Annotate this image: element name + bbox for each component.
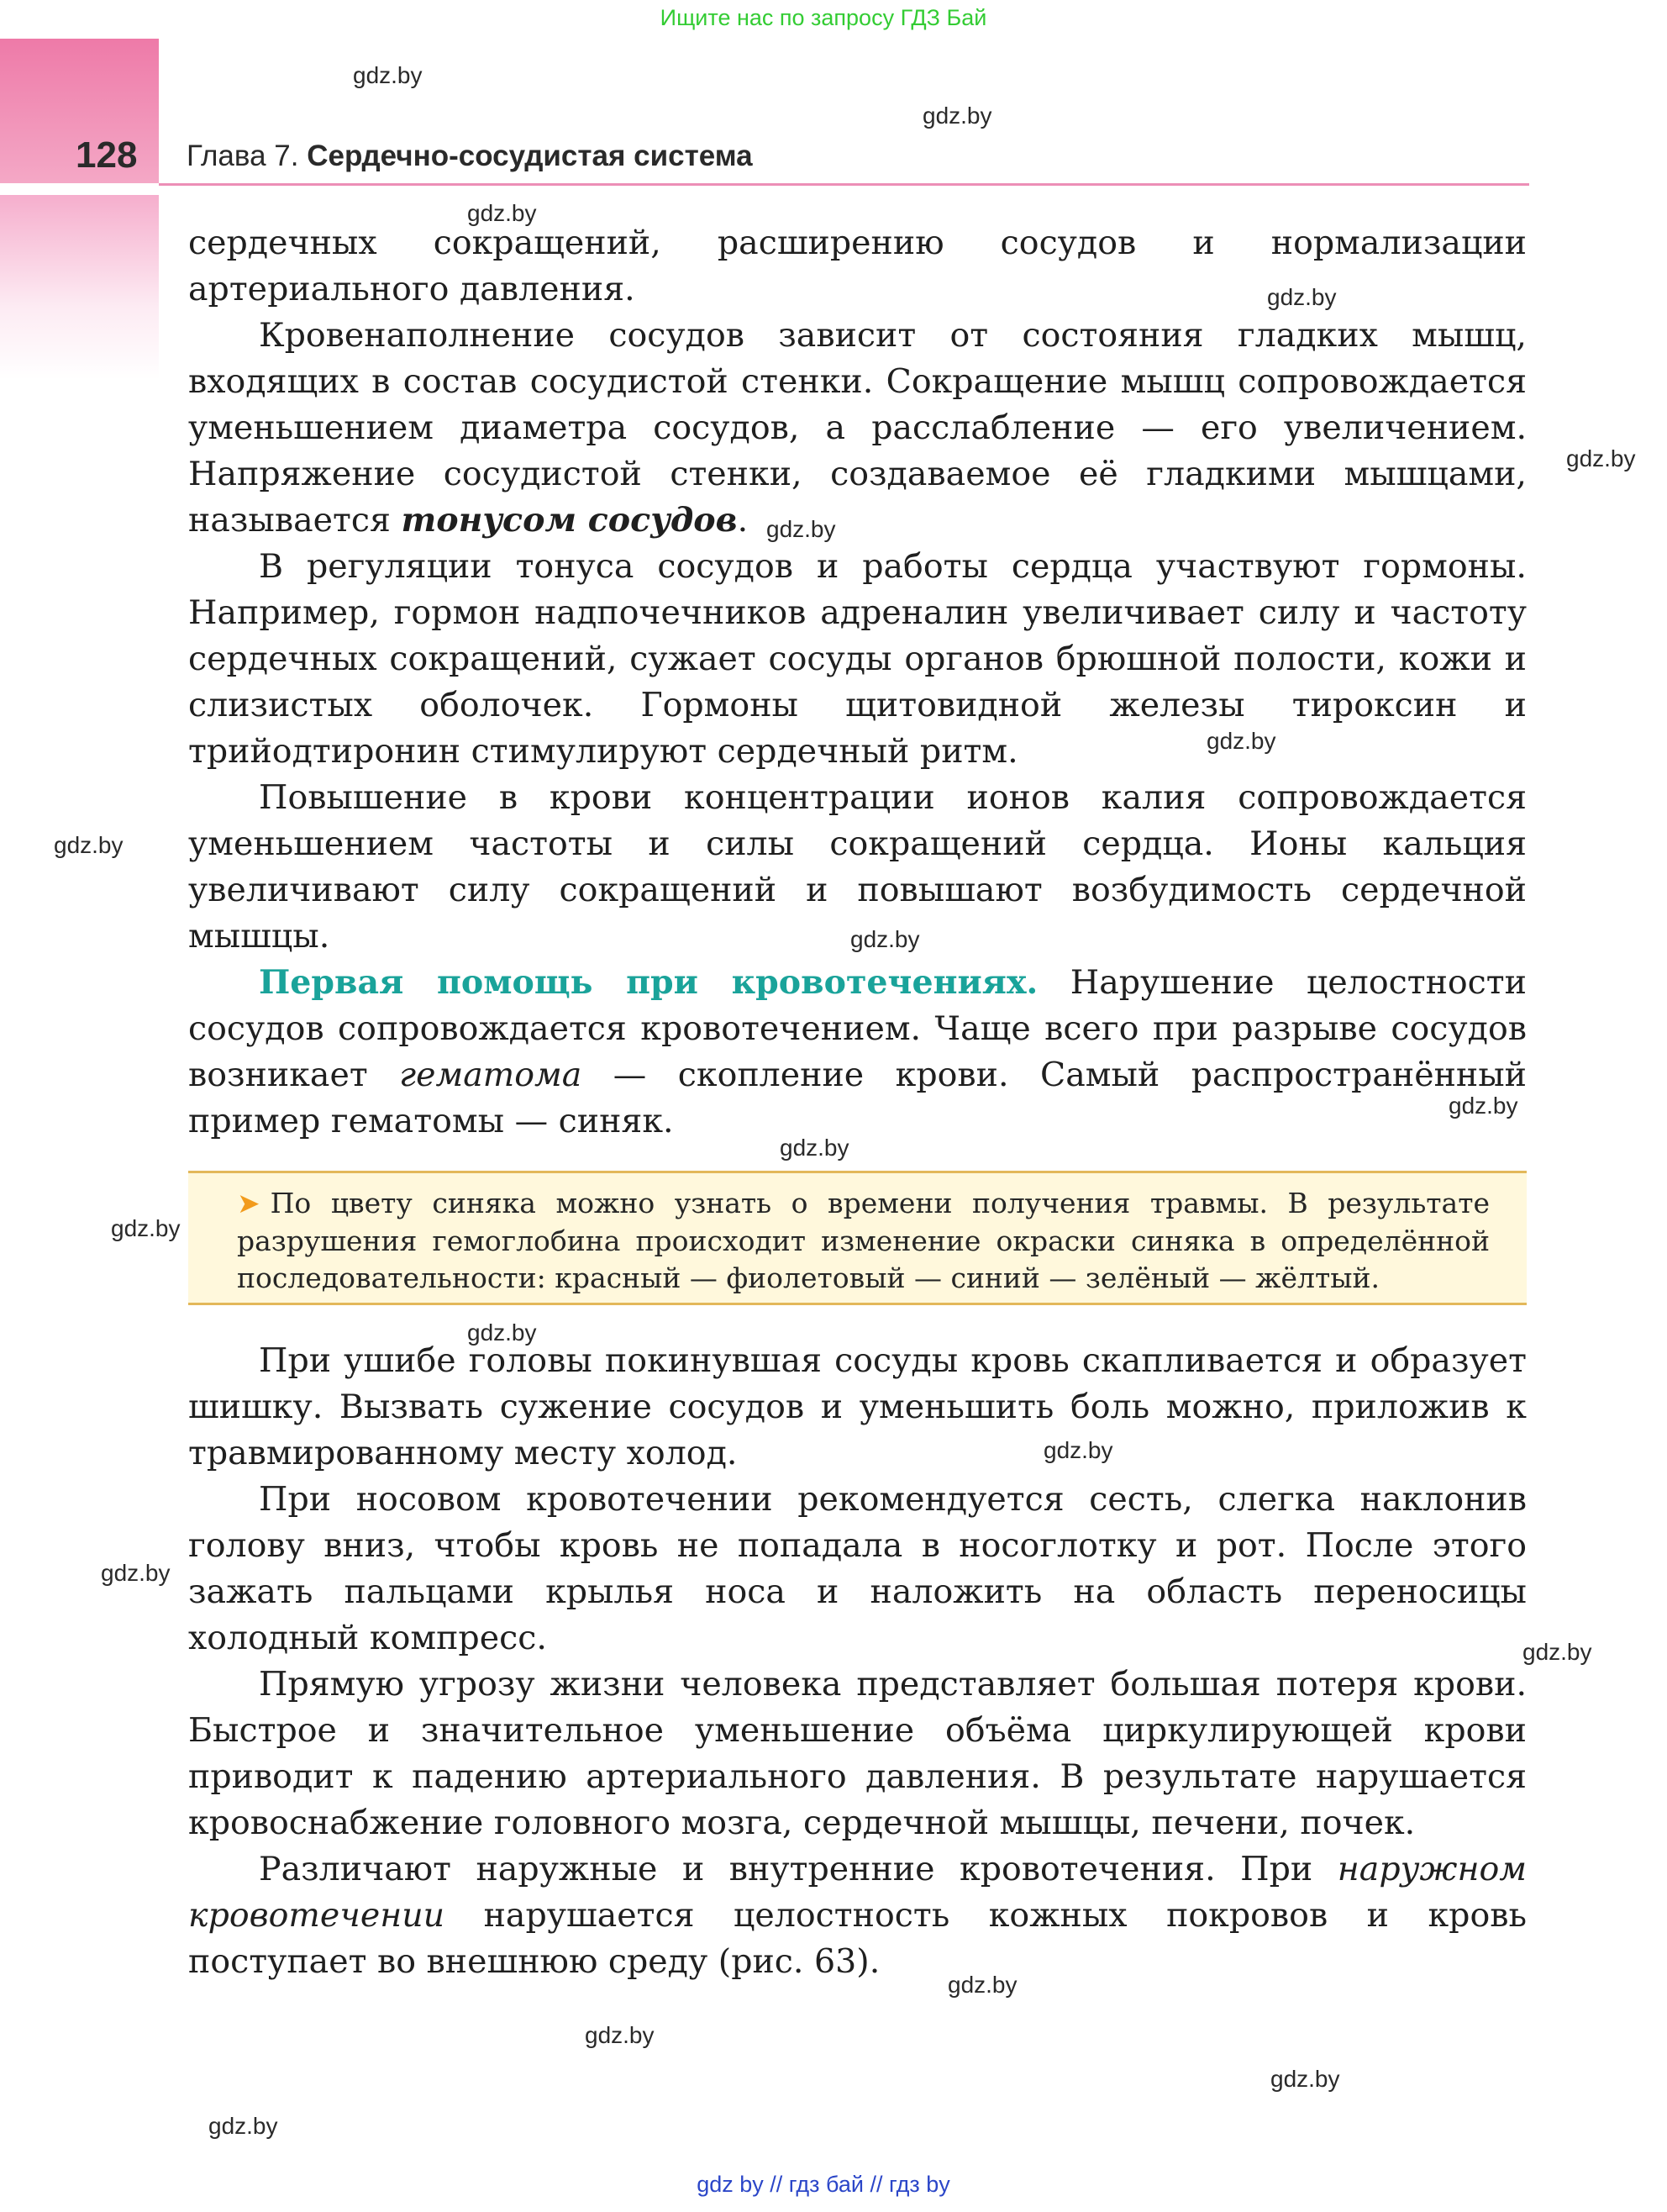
watermark: gdz.by [1522,1639,1592,1665]
paragraph-text: . [737,501,749,540]
paragraph-text: Нарушение целостности сосудов сопровождается кровотечением. Чаще всего при разрыве сосудов возникает [188,963,1527,1094]
paragraph: В регуляции тонуса сосудов и работы сердца участвуют гормоны. Например, гормон надпочечников адреналин увеличивает силу и частоту сердечных сокращений, сужает сосуды органов брюшной полости, кожи и слизистых оболочек. Гормоны щитовидной железы тироксин и трийодтиронин стимулируют сердечный ритм. [188,547,1527,771]
chapter-title: Сердечно-сосудистая система [307,140,753,172]
text-block-lower [188,1338,1527,1985]
paragraph: При носовом кровотечении рекомендуется сесть, слегка наклонив голову вниз, чтобы кровь не попадала в носоглотку и рот. После этого зажать пальцами крылья носа и наложить на область переносицы холодный компресс. [188,1480,1527,1657]
watermark: gdz.by [1566,445,1636,471]
paragraph: При ушибе головы покинувшая сосуды кровь скапливается и образует шишку. Вызвать сужение сосудов и уменьшить боль можно, приложив к травмированному месту холод. [188,1341,1527,1472]
info-note-box [188,1171,1527,1305]
arrow-icon: ➤ [237,1187,260,1219]
paragraph-text: Различают наружные и внутренние кровотечения. При [259,1850,1338,1888]
watermark: gdz.by [923,103,992,129]
chapter-header [187,140,753,173]
watermark: gdz.by [1267,284,1337,310]
paragraph-text: Кровенаполнение сосудов зависит от состояния гладких мышц, входящих в состав сосудистой стенки. Сокращение мышц сопровождается уменьшением диаметра сосудов, а расслабление — его увеличением. Напряжение сосудистой стенки, создаваемое её гладкими мышцами, называется [188,316,1527,540]
page-corner-fade [0,195,159,380]
paragraph: сердечных сокращений, расширению сосудов и нормализации артериального давления. [188,224,1527,308]
term-hematoma: гематома [399,1056,582,1094]
watermark: gdz.by [948,1972,1018,1998]
watermark: gdz.by [1449,1093,1518,1119]
watermark: gdz.by [101,1560,171,1586]
term-external-bleeding: наружном кровотечении [188,1850,1527,1935]
paragraph [188,313,1527,544]
paragraph-text: нарушается целостность кожных покровов и кровь поступает во внешнюю среду (рис. 63). [188,1896,1527,1981]
watermark: gdz.by [585,2022,655,2048]
note-text: По цвету синяка можно узнать о времени получения травмы. В результате разрушения гемоглобина происходит изменение окраски синяка в определённой последовательности: красный — фиолетовый — синий — зелёный — жёлтый. [237,1187,1490,1294]
paragraph: Прямую угрозу жизни человека представляет большая потеря крови. Быстрое и значительное уменьшение объёма циркулирующей крови приводит к падению артериального давления. В результате нарушается кровоснабжение головного мозга, сердечной мышцы, печени, почек. [188,1665,1527,1842]
watermark: gdz.by [1044,1437,1113,1463]
paragraph [188,960,1527,1145]
footer-links[interactable]: gdz by // гдз бай // гдз by [697,2172,950,2197]
watermark: gdz.by [353,62,423,88]
watermark: gdz.by [850,926,920,952]
section-heading-first-aid: Первая помощь при кровотечениях. [259,963,1039,1002]
page-number: 128 [76,134,138,176]
text-block-upper [188,220,1527,1145]
paragraph: Повышение в крови концентрации ионов калия сопровождается уменьшением частоты и силы сокращений сердца. Ионы кальция увеличивают силу сокращений и повышают возбудимость сердечной мышцы. [188,778,1527,956]
watermark: gdz.by [780,1135,849,1161]
watermark: gdz.by [1207,728,1276,754]
watermark: gdz.by [467,200,537,226]
watermark: gdz.by [208,2113,278,2139]
paragraph [188,1846,1527,1985]
watermark: gdz.by [467,1319,537,1346]
watermark: gdz.by [54,832,124,858]
header-divider [159,183,1529,186]
watermark: gdz.by [111,1215,181,1241]
watermark: gdz.by [766,516,836,542]
search-banner: Ищите нас по запросу ГДЗ Бай [660,5,987,30]
paragraph-text: — скопление крови. Самый распространённый пример гематомы — синяк. [188,1056,1527,1140]
watermark: gdz.by [1270,2066,1340,2092]
term-vascular-tone: тонусом сосудов [401,501,738,540]
chapter-prefix: Глава 7. [187,140,299,172]
